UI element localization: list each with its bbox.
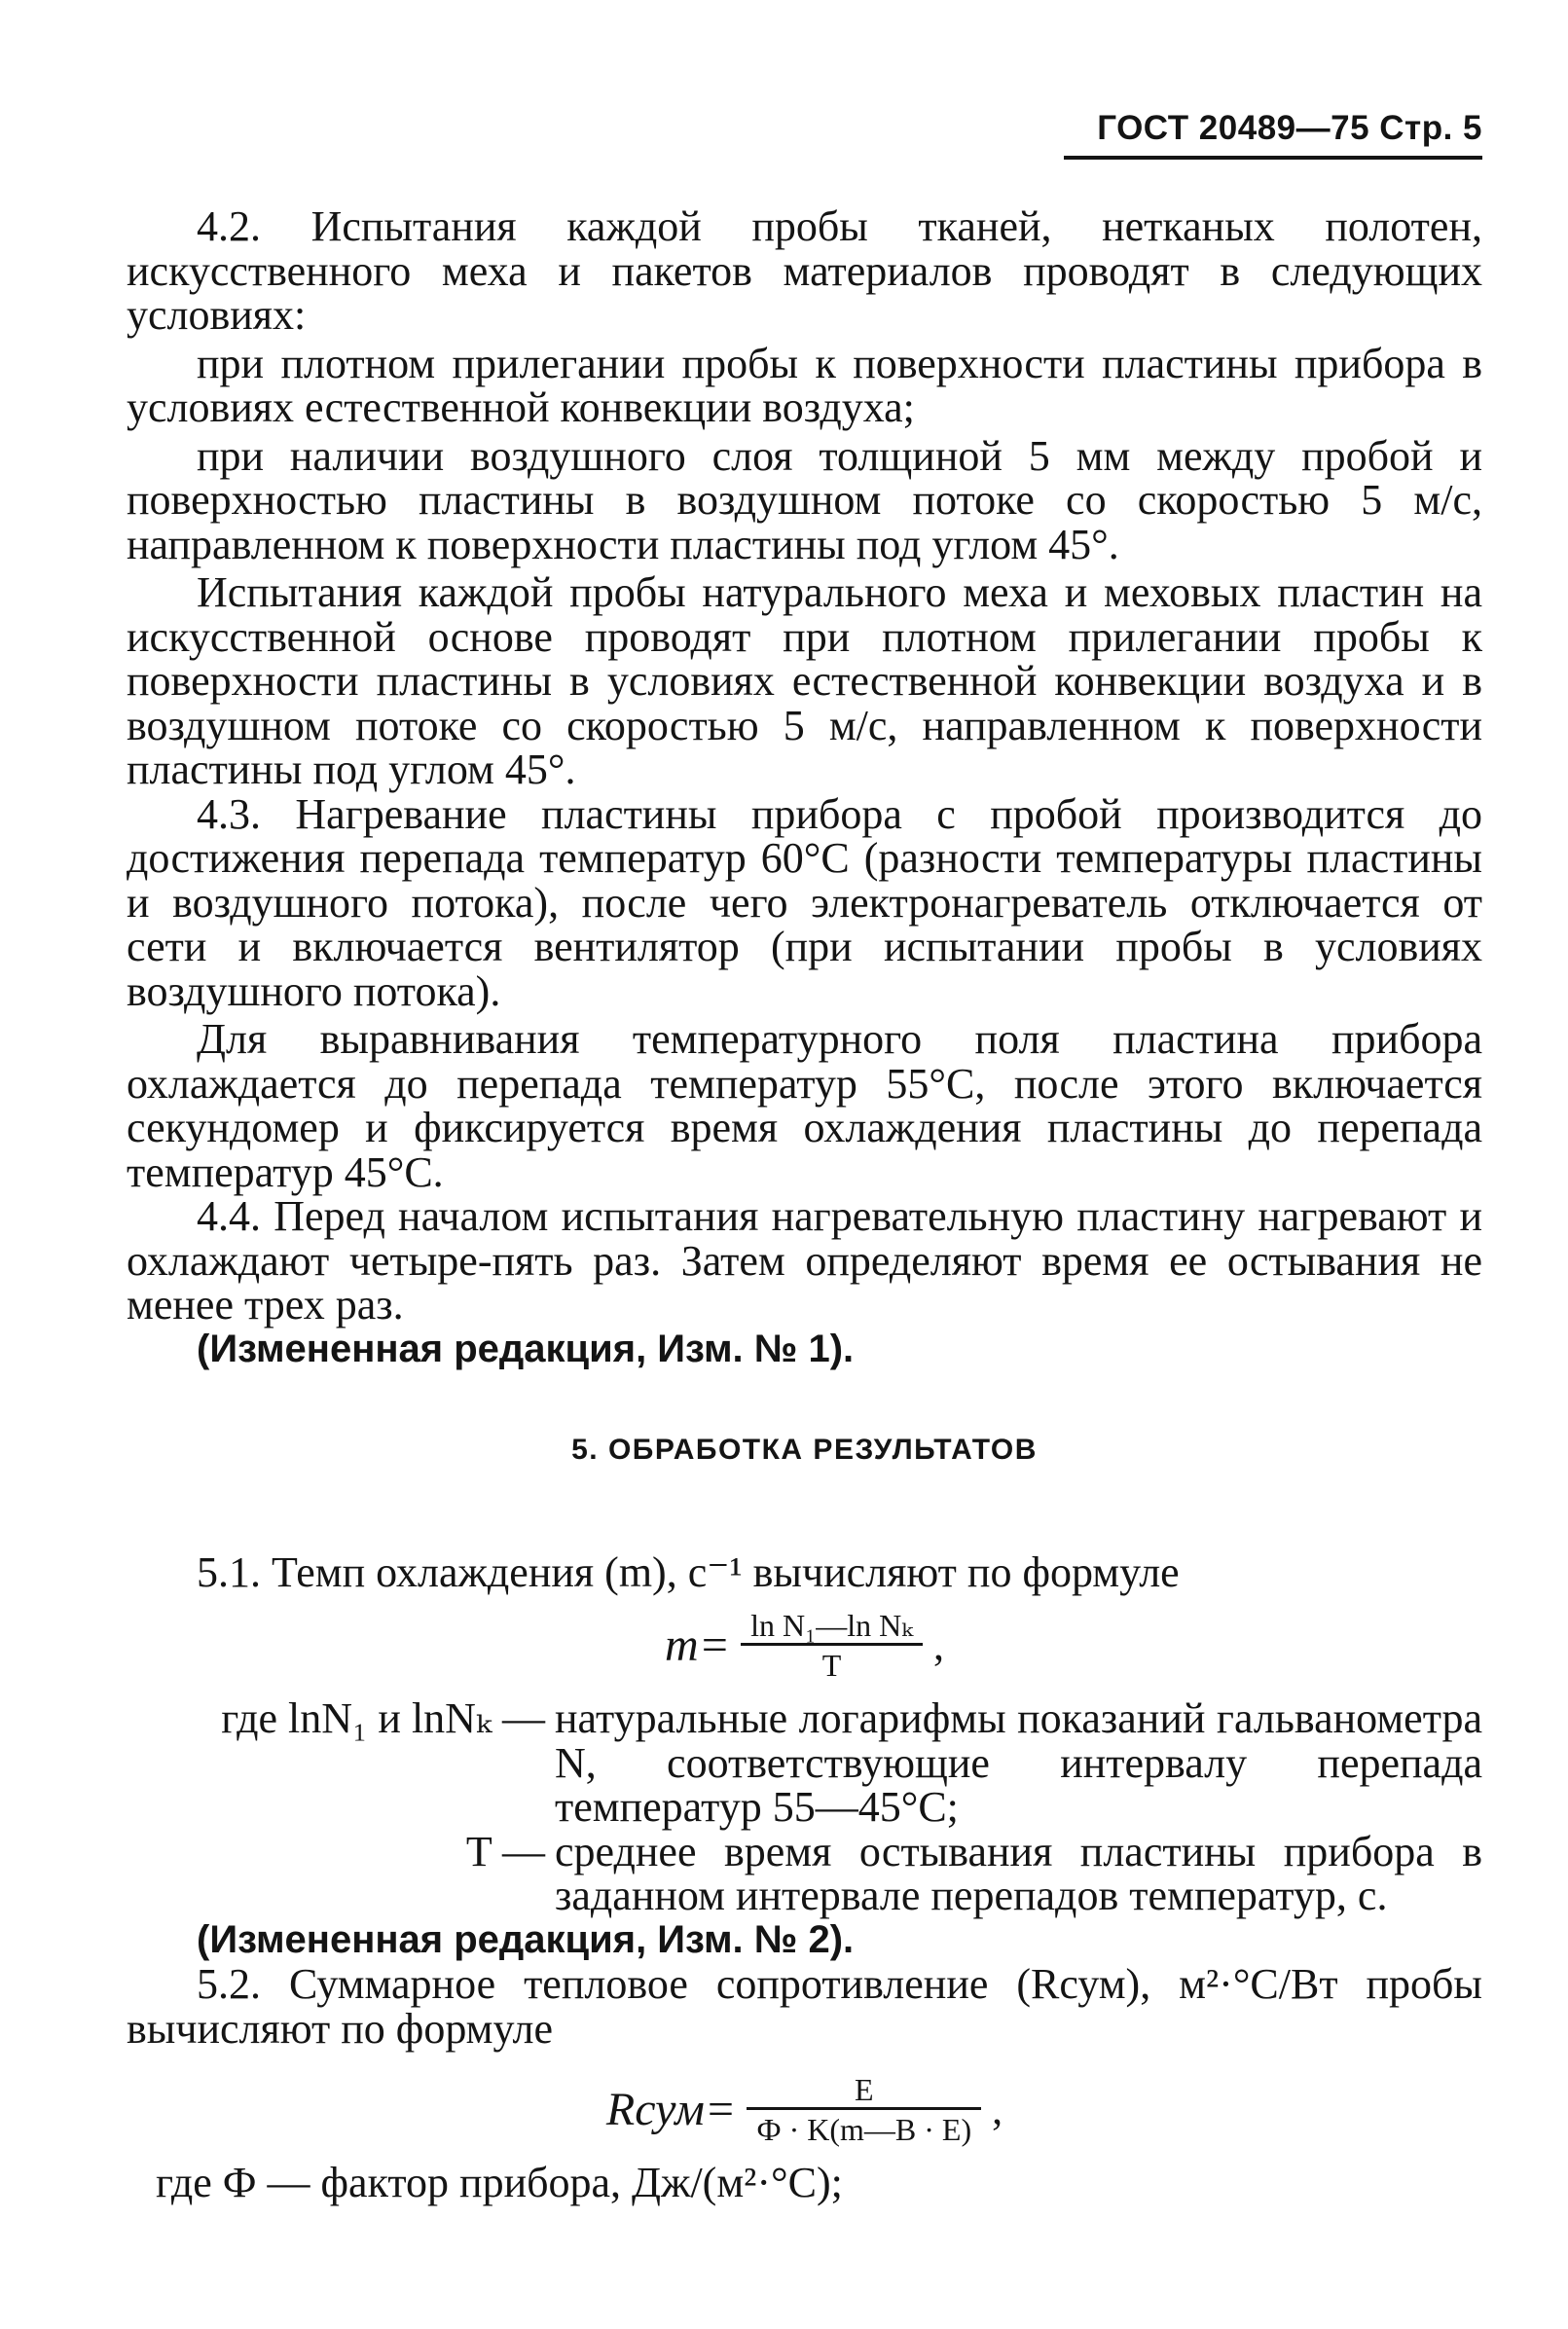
section-heading: 5. ОБРАБОТКА РЕЗУЛЬТАТОВ: [571, 1434, 1038, 1466]
paragraph-4-2-condition-1: при плотном прилегании пробы к поверхности пластины прибора в условиях естественной конвекции воздуха;: [127, 339, 1482, 431]
formula-fraction: [747, 2072, 981, 2147]
formula-denominator: T: [741, 1643, 923, 1683]
paragraph-5-1: 5.1. Темп охлаждения (m), с⁻¹ вычисляют по формуле: [197, 1547, 1180, 1596]
paragraph-4-3-leveling: Для выравнивания температурного поля пластина прибора охлаждается до перепада температур 55°С, после этого включается секундомер и фиксируется время охлаждения пластины до перепада температур 45°С.: [127, 1015, 1482, 1196]
document-body: [127, 204, 1482, 2205]
formula-denominator: Ф · K(m—B · E): [747, 2107, 981, 2147]
formula-definitions: [127, 1696, 1482, 1918]
paragraph-4-3: 4.3. Нагревание пластины прибора с пробой производится до достижения перепада температур 60°С (разности температуры пластины и воздушного потока), после чего электронагреватель отключается от сети и включается вентилятор (при испытании пробы в условиях воздушного потока).: [127, 789, 1482, 1015]
page-header: ГОСТ 20489—75 Стр. 5: [1064, 109, 1482, 160]
definition-text: натуральные логарифмы показаний гальванометра N, соответствующие интервалу перепада температур 55—45°С;: [555, 1694, 1482, 1831]
definition-term: T —: [465, 1827, 545, 1875]
cooling-rate-formula: [127, 1608, 1482, 1683]
resistance-formula: [127, 2072, 1482, 2147]
factor-definition: где Ф — фактор прибора, Дж/(м²·°С);: [156, 2159, 843, 2206]
formula-comma: ,: [932, 1620, 944, 1669]
definition-text: среднее время остывания пластины прибора в заданном интервале перепадов температур, с.: [555, 1827, 1482, 1919]
definition-term: где lnN₁ и lnNₖ —: [221, 1694, 545, 1742]
formula-comma: ,: [992, 2085, 1003, 2133]
paragraph-5-2: 5.2. Суммарное тепловое сопротивление (Rсум), м²·°С/Вт пробы вычисляют по формуле: [127, 1960, 1482, 2053]
amendment-note-2: (Измененная редакция, Изм. № 2).: [197, 1917, 855, 1961]
paragraph-4-2-fur: Испытания каждой пробы натурального меха и меховых пластин на искусственной основе проводят при плотном прилегании пробы к поверхности пластины в условиях естественной конвекции воздуха и в воздушном потоке со скоростью 5 м/с, направленном к поверхности пластины под углом 45°.: [127, 568, 1482, 793]
paragraph-4-2: 4.2. Испытания каждой пробы тканей, нетканых полотен, искусственного меха и пакетов материалов проводят в следующих условиях:: [127, 202, 1482, 339]
amendment-note-1: (Измененная редакция, Изм. № 1).: [197, 1327, 855, 1370]
paragraph-4-2-condition-2: при наличии воздушного слоя толщиной 5 мм между пробой и поверхностью пластины в воздушном потоке со скоростью 5 м/с, направленном к поверхности пластины под углом 45°.: [127, 431, 1482, 568]
formula-numerator: ln N₁—ln Nₖ: [750, 1608, 913, 1643]
formula-fraction: [741, 1608, 923, 1683]
formula-lhs: Rсум=: [605, 2083, 737, 2135]
formula-lhs: m=: [665, 1619, 731, 1671]
formula-numerator: E: [854, 2072, 874, 2107]
paragraph-4-4: 4.4. Перед началом испытания нагревательную пластину нагревают и охлаждают четыре-пять раз. Затем определяют время ее остывания не менее трех раз.: [127, 1192, 1482, 1328]
